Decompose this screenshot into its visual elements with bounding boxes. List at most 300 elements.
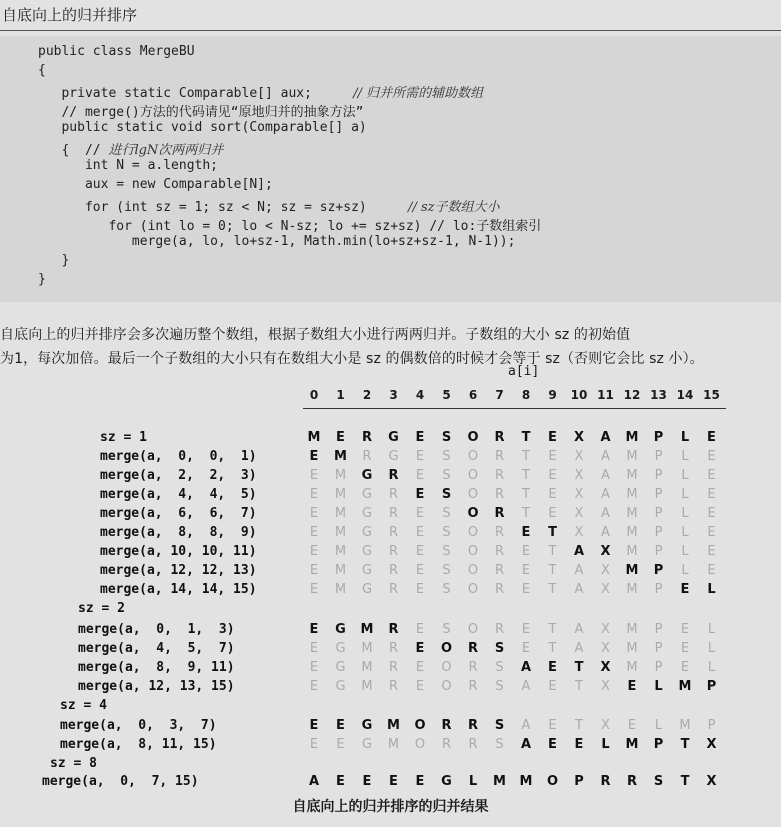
array-cell: E [707,430,716,445]
array-cell: G [335,641,346,656]
array-cell: E [680,582,690,597]
index-header: 12 [623,388,641,402]
index-header: 8 [521,388,531,402]
array-cell: M [361,660,373,675]
array-cell: S [495,679,504,694]
array-cell: G [335,660,346,675]
array-cell: R [468,660,478,675]
array-cell: R [388,525,399,540]
array-cell: T [548,544,557,559]
array-cell: M [334,468,347,483]
array-cell: S [495,660,504,675]
array-cell: A [308,774,320,789]
array-cell: E [309,563,319,578]
array-cell: M [679,718,691,733]
trace-row-label: merge(a, 8, 9, 11) [78,660,235,675]
array-cell: G [441,774,452,789]
array-cell: M [625,563,639,578]
code-line: // merge()方法的代码请见“原地归并的抽象方法” [38,105,364,120]
index-header: 13 [650,388,667,402]
array-cell: R [388,582,399,597]
array-cell: T [548,563,557,578]
trace-row-label: merge(a, 8, 8, 9) [100,525,257,540]
array-cell: X [601,622,610,637]
array-cell: A [574,641,584,656]
array-cell: O [546,774,559,789]
index-header: 3 [389,388,398,402]
array-cell: P [706,679,717,694]
array-cell: O [467,468,479,483]
array-cell: E [309,641,319,656]
array-cell: M [334,525,347,540]
array-cell: M [334,449,347,464]
array-cell: S [441,487,452,502]
array-cell: E [521,622,531,637]
array-cell: E [548,718,557,733]
array-cell: T [680,774,690,789]
array-cell: O [467,622,479,637]
trace-row-label: merge(a, 0, 0, 1) [100,449,257,464]
array-cell: E [415,430,425,445]
array-cell: R [494,582,505,597]
index-header: 1 [336,388,345,402]
index-header: 0 [309,388,319,402]
array-cell: E [309,525,319,540]
array-cell: T [522,449,530,464]
array-cell: E [389,774,398,789]
array-cell: L [681,449,689,464]
array-cell: M [334,506,347,521]
trace-row-label: merge(a, 0, 7, 15) [42,774,199,789]
trace-row-label: merge(a, 4, 5, 7) [78,641,235,656]
array-cell: R [467,641,478,656]
array-cell: E [415,622,425,637]
array-cell: O [414,737,426,752]
array-cell: R [494,544,505,559]
array-cell: T [522,468,530,483]
array-cell: E [521,544,531,559]
array-cell: S [442,563,451,578]
array-cell: P [653,563,664,578]
array-cell: E [707,544,716,559]
trace-row-label: merge(a, 14, 14, 15) [100,582,257,597]
array-cell: S [494,718,505,733]
array-cell: R [468,679,478,694]
array-cell: E [521,563,531,578]
trace-row-label: merge(a, 4, 4, 5) [100,487,257,502]
array-cell: G [361,718,373,733]
array-cell: R [388,563,399,578]
array-cell: S [442,622,451,637]
array-cell: L [707,641,716,656]
array-cell: E [707,449,716,464]
array-cell: E [548,660,557,675]
array-cell: X [574,468,584,483]
array-cell: S [441,430,452,445]
array-cell: E [415,774,425,789]
array-cell: A [520,660,532,675]
trace-row-label: sz = 2 [78,601,125,616]
array-cell: M [625,737,639,752]
trace-row-label: merge(a, 8, 11, 15) [60,737,217,752]
trace-row-label: merge(a, 0, 1, 3) [78,622,235,637]
array-cell: A [574,622,584,637]
array-cell: E [707,525,716,540]
array-cell: X [601,563,610,578]
array-cell: M [626,468,638,483]
array-cell: M [361,679,373,694]
code-line: } [38,253,70,268]
array-cell: E [415,679,425,694]
array-cell: E [415,449,425,464]
code-line: for (int lo = 0; lo < N-sz; lo += sz+sz) // lo:子数组索引 [38,219,542,234]
array-cell: R [361,430,372,445]
array-cell: A [520,737,532,752]
header-divider [0,30,781,31]
array-cell: M [334,582,347,597]
array-cell: S [653,774,664,789]
array-cell: T [548,582,557,597]
index-header: 11 [597,388,614,402]
array-cell: X [600,660,611,675]
array-cell: E [707,487,716,502]
array-cell: O [467,449,479,464]
array-cell: L [707,622,716,637]
array-cell: M [626,487,638,502]
array-cell: M [626,622,638,637]
array-cell: E [309,660,319,675]
code-line: aux = new Comparable[N]; [38,177,273,192]
array-cell: L [654,718,663,733]
array-cell: R [388,622,399,637]
array-cell: E [548,737,557,752]
array-cell: E [336,737,345,752]
array-cell: X [573,430,585,445]
array-cell: E [336,774,345,789]
array-cell: M [626,544,638,559]
trace-row-label: merge(a, 6, 6, 7) [100,506,257,521]
index-header: 5 [442,388,451,402]
array-label: a[i] [508,364,540,379]
array-cell: E [707,506,716,521]
array-cell: X [601,582,610,597]
array-cell: O [467,563,479,578]
array-cell: E [415,468,425,483]
array-cell: R [494,622,505,637]
array-cell: E [680,660,690,675]
index-header: 6 [468,388,478,402]
array-cell: R [441,737,452,752]
array-cell: E [309,468,319,483]
array-cell: X [574,506,584,521]
array-cell: L [681,487,689,502]
array-cell: X [601,641,610,656]
code-line: public static void sort(Comparable[] a) [38,120,367,135]
index-header: 14 [676,388,694,402]
array-cell: O [467,544,479,559]
array-cell: T [548,525,557,540]
array-cell: A [600,430,611,445]
array-cell: T [548,641,557,656]
array-cell: A [601,487,610,502]
array-cell: E [309,737,319,752]
array-cell: G [361,487,373,502]
code-line: for (int sz = 1; sz < N; sz = sz+sz) // sz子数组大小 [38,200,500,215]
array-cell: T [522,506,530,521]
array-cell: R [388,506,399,521]
code-line: { [38,63,46,78]
array-cell: E [548,430,557,445]
array-cell: E [521,582,531,597]
array-cell: O [467,430,479,445]
array-cell: A [601,525,610,540]
array-cell: P [654,641,663,656]
array-cell: E [548,506,557,521]
array-cell: T [522,487,530,502]
code-line: public class MergeBU [38,44,195,59]
array-cell: T [548,622,557,637]
array-cell: G [361,468,373,483]
array-cell: M [493,774,506,789]
trace-row-label: merge(a, 10, 10, 11) [100,544,257,559]
array-cell: M [626,449,638,464]
array-cell: A [601,449,610,464]
array-cell: E [415,506,425,521]
array-cell: E [680,641,690,656]
array-cell: E [574,737,584,752]
array-cell: L [681,506,689,521]
array-cell: A [573,544,585,559]
array-cell: R [600,774,611,789]
array-cell: T [680,737,690,752]
array-cell: X [601,718,610,733]
array-cell: E [309,718,319,733]
array-cell: E [548,449,557,464]
array-cell: X [574,487,584,502]
array-cell: G [361,737,373,752]
array-cell: M [626,506,638,521]
array-cell: X [600,544,611,559]
array-cell: M [360,622,374,637]
array-cell: R [494,525,505,540]
code-line: int N = a.length; [38,158,219,173]
array-cell: R [468,737,478,752]
array-cell: P [654,582,663,597]
array-cell: A [574,582,584,597]
array-cell: P [654,449,663,464]
trace-row-label: sz = 8 [50,756,97,771]
array-cell: S [442,582,451,597]
array-cell: X [706,774,717,789]
array-cell: X [574,449,584,464]
array-cell: M [626,525,638,540]
array-cell: O [414,718,426,733]
array-cell: R [388,487,399,502]
index-header: 4 [415,388,425,402]
code-line: private static Comparable[] aux; // 归并所需的辅助数组 [38,86,484,101]
index-header: 2 [362,388,372,402]
array-cell: E [548,468,557,483]
trace-row-label: merge(a, 12, 13, 15) [78,679,235,694]
index-header: 7 [495,388,504,402]
array-cell: M [625,430,639,445]
trace-row-label: merge(a, 12, 12, 13) [100,563,257,578]
array-cell: L [681,525,689,540]
array-cell: E [309,544,319,559]
array-cell: R [388,544,399,559]
array-cell: R [626,774,637,789]
code-line: merge(a, lo, lo+sz-1, Math.min(lo+sz+sz-1, N-1)); [38,234,516,249]
array-cell: L [654,679,663,694]
array-cell: M [307,430,321,445]
array-cell: L [601,737,610,752]
array-cell: L [681,563,689,578]
array-cell: L [468,774,478,789]
array-cell: X [574,525,584,540]
array-cell: G [388,449,399,464]
array-cell: P [654,506,663,521]
array-cell: E [627,718,637,733]
array-cell: L [707,660,716,675]
array-cell: G [335,622,346,637]
array-cell: L [707,582,716,597]
array-cell: S [442,525,451,540]
array-cell: T [575,718,583,733]
array-cell: E [521,525,531,540]
array-cell: E [309,487,319,502]
trace-row-label: sz = 1 [100,430,147,445]
index-rule [303,408,726,409]
array-cell: P [707,718,716,733]
array-cell: R [494,487,505,502]
array-cell: G [361,525,373,540]
array-cell: E [415,544,425,559]
code-line: { // 进行lgN次两两归并 [38,143,224,158]
array-cell: S [442,468,451,483]
code-line: } [38,272,46,287]
array-cell: P [654,660,663,675]
array-cell: R [441,718,452,733]
array-cell: L [681,468,689,483]
array-cell: E [415,525,425,540]
array-cell: R [494,506,505,521]
array-cell: E [415,660,425,675]
array-cell: A [601,468,610,483]
array-cell: M [334,487,347,502]
array-cell: L [681,544,689,559]
section-title: 自底向上的归并排序 [2,6,138,24]
array-cell: O [440,641,453,656]
array-cell: S [442,506,451,521]
array-cell: E [521,641,531,656]
array-cell: M [626,641,638,656]
array-cell: R [362,449,372,464]
array-cell: T [521,430,531,445]
array-cell: E [415,487,425,502]
array-cell: T [575,679,583,694]
array-cell: S [442,544,451,559]
array-cell: R [494,449,505,464]
array-cell: O [467,506,479,521]
array-cell: O [441,660,452,675]
array-cell: M [361,641,373,656]
array-cell: E [415,641,425,656]
array-cell: R [494,468,505,483]
array-cell: A [574,563,584,578]
array-cell: R [388,468,399,483]
trace-row-label: merge(a, 2, 2, 3) [100,468,257,483]
array-cell: P [653,430,664,445]
array-cell: O [467,525,479,540]
array-cell: M [626,582,638,597]
array-cell: T [574,660,584,675]
index-header: 10 [570,388,588,402]
array-cell: M [387,718,400,733]
array-cell: S [495,737,504,752]
array-cell: X [601,679,610,694]
array-cell: R [494,430,505,445]
array-cell: E [309,622,319,637]
array-cell: M [519,774,533,789]
merge-trace-table [0,360,781,790]
array-cell: E [309,449,319,464]
array-cell: E [680,622,690,637]
array-cell: O [441,679,452,694]
array-cell: E [336,430,345,445]
array-cell: E [707,563,716,578]
array-cell: O [467,582,479,597]
trace-row-label: merge(a, 0, 3, 7) [60,718,217,733]
index-header: 9 [548,388,557,402]
array-cell: G [335,679,346,694]
array-cell: M [387,737,400,752]
array-cell: G [361,582,373,597]
array-cell: A [521,679,531,694]
array-cell: G [361,563,373,578]
array-cell: E [309,506,319,521]
array-cell: E [548,487,557,502]
array-cell: E [707,468,716,483]
array-cell: A [601,506,610,521]
array-cell: P [654,468,663,483]
array-cell: S [494,641,505,656]
array-cell: R [467,718,478,733]
paragraph-line-2: 为1，每次加倍。最后一个子数组的大小只有在数组大小是 sz 的偶数倍的时候才会等于 sz（否则它会比 sz 小）。 [0,351,704,367]
array-cell: X [706,737,717,752]
array-cell: E [336,718,345,733]
trace-row-label: sz = 4 [60,698,107,713]
code-listing [0,36,781,302]
array-cell: E [627,679,637,694]
array-cell: R [388,679,399,694]
array-cell: P [654,544,663,559]
array-cell: E [415,563,425,578]
figure-caption: 自底向上的归并排序的归并结果 [292,799,489,815]
array-cell: L [680,430,690,445]
array-cell: M [678,679,692,694]
array-cell: O [467,487,479,502]
array-cell: E [309,679,319,694]
array-cell: P [654,487,663,502]
array-cell: A [521,718,531,733]
array-cell: M [334,544,347,559]
array-cell: P [574,774,584,789]
array-cell: P [654,622,663,637]
array-cell: P [653,737,664,752]
paragraph-line-1: 自底向上的归并排序会多次遍历整个数组，根据子数组大小进行两两归并。子数组的大小 sz 的初始值 [0,327,631,343]
array-cell: E [362,774,372,789]
array-cell: E [309,582,319,597]
